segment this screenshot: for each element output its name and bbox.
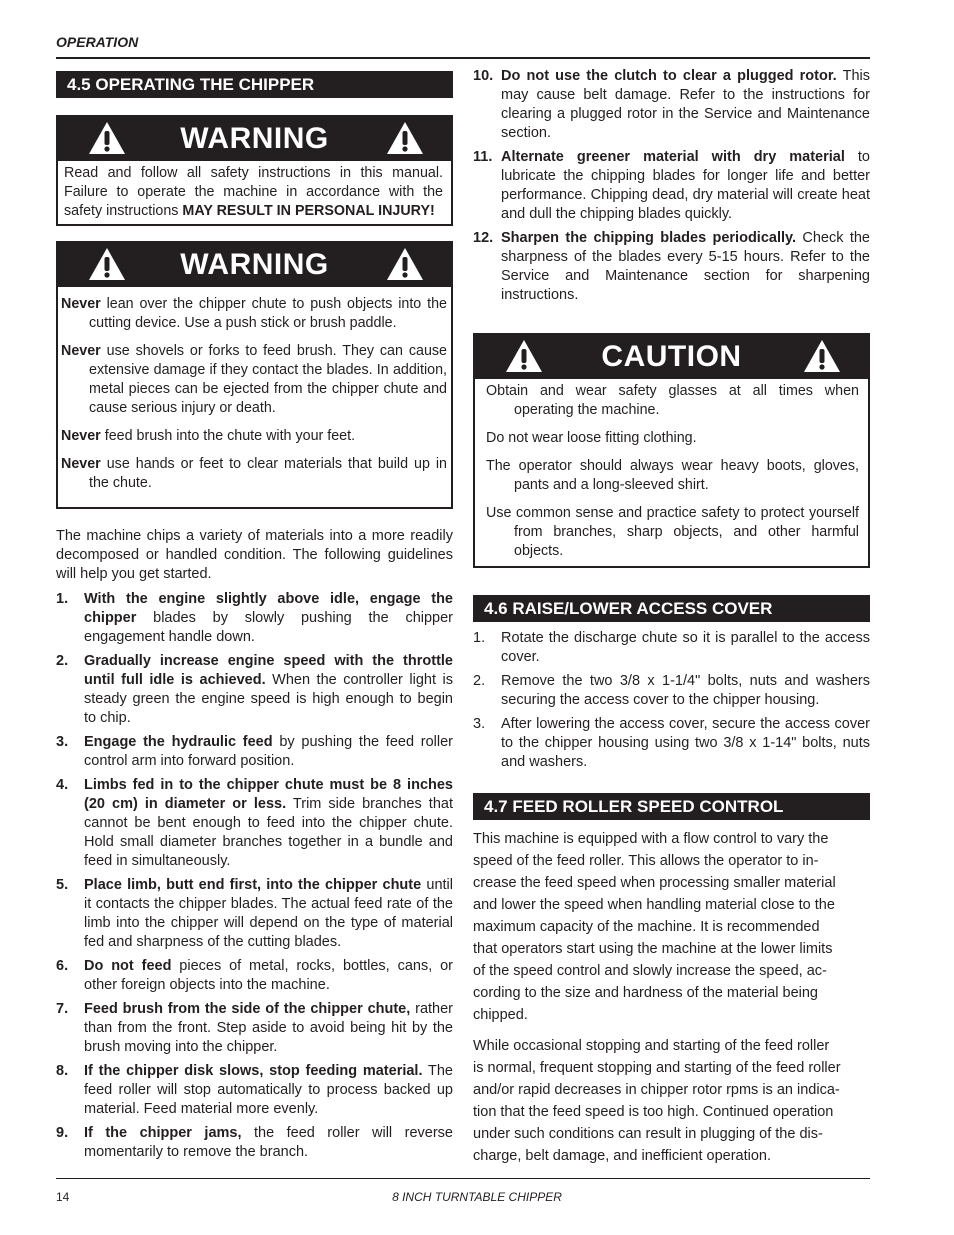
feed-roller-paragraph-1 (473, 828, 870, 1026)
list-item: 9. If the chipper jams, the feed roller will reverse momentarily to remove the branch. (56, 1125, 453, 1160)
caution-item: The operator should always wear heavy boots, gloves, pants and a long-sleeved shirt. (486, 458, 859, 493)
warning-triangle-icon (386, 121, 424, 155)
list-item: 12. Sharpen the chipping blades periodically. Check the sharpness of the blades every 5-15 hours. Refer to the Service and Maintenance section for sharpening instructions. (473, 230, 870, 303)
footer-title: 8 INCH TURNTABLE CHIPPER (392, 1190, 562, 1204)
text-line: and lower the speed when handling material close to the (473, 897, 835, 913)
list-item: 2. Remove the two 3/8 x 1-1/4" bolts, nuts and washers securing the access cover to the chipper housing. (473, 673, 870, 708)
warning-title: WARNING (180, 248, 329, 281)
warning-banner (58, 243, 451, 287)
text-line: that operators start using the machine at the lower limits (473, 941, 833, 957)
text-line: This machine is equipped with a flow control to vary the (473, 831, 829, 847)
header-rule (56, 57, 870, 59)
text-line: and/or rapid decreases in chipper rotor rpms is an indica- (473, 1082, 840, 1098)
list-item: 7. Feed brush from the side of the chipper chute, rather than from the front. Step aside to avoid being hit by the brush moving into the chipper. (56, 1001, 453, 1055)
warning-box-1 (56, 115, 453, 226)
caution-item: Obtain and wear safety glasses at all times when operating the machine. (486, 383, 859, 418)
list-item: 3. After lowering the access cover, secure the access cover to the chipper housing using two 3/8 x 1-14" bolts, nuts and washers. (473, 716, 870, 770)
warning-triangle-icon (803, 339, 841, 373)
caution-box (473, 333, 870, 568)
warning-item: Never use hands or feet to clear materials that build up in the chute. (61, 456, 447, 491)
section-heading-4-7: 4.7 FEED ROLLER SPEED CONTROL (473, 793, 870, 820)
warning-item: Never feed brush into the chute with your feet. (61, 428, 356, 444)
feed-roller-paragraph-2 (473, 1035, 870, 1167)
list-item: 6. Do not feed pieces of metal, rocks, bottles, cans, or other foreign objects into the machine. (56, 958, 453, 993)
text-line: is normal, frequent stopping and starting of the feed roller (473, 1060, 841, 1076)
warning-text: Read and follow all safety instructions in this manual. Failure to operate the machine in accordance with the safety instructions MAY RESULT IN PERSONAL INJURY! (64, 165, 443, 219)
text-line: crease the feed speed when processing smaller material (473, 875, 836, 891)
text-line: of the speed control and slowly increase the speed, ac- (473, 963, 827, 979)
intro-paragraph: The machine chips a variety of materials into a more readily decomposed or handled condition. The following guidelines will help you get started. (56, 528, 453, 582)
running-header: OPERATION (56, 34, 139, 50)
caution-item: Do not wear loose fitting clothing. (486, 430, 697, 446)
operating-steps-list-continued (473, 67, 870, 305)
text-line: tion that the feed speed is too high. Continued operation (473, 1104, 834, 1120)
text-line: under such conditions can result in plugging of the dis- (473, 1126, 823, 1142)
footer-rule (56, 1178, 870, 1179)
section-heading-4-6: 4.6 RAISE/LOWER ACCESS COVER (473, 595, 870, 622)
list-item: 2. Gradually increase engine speed with the throttle until full idle is achieved. When the controller light is steady green the engine speed is high enough to begin to chip. (56, 653, 454, 726)
text-line: While occasional stopping and starting of the feed roller (473, 1038, 830, 1054)
text-line: chipped. (473, 1007, 528, 1023)
caution-title: CAUTION (601, 340, 742, 373)
list-item: 1. Rotate the discharge chute so it is parallel to the access cover. (473, 630, 870, 665)
page-number: 14 (56, 1190, 70, 1204)
caution-item: Use common sense and practice safety to protect yourself from branches, sharp objects, and other harmful objects. (486, 505, 859, 559)
warning-box-2 (56, 241, 453, 509)
left-column (56, 64, 453, 1162)
text-line: cording to the size and hardness of the material being (473, 985, 818, 1001)
access-cover-steps (473, 629, 870, 772)
list-item: 1. With the engine slightly above idle, engage the chipper blades by slowly pushing the chipper engagement handle down. (56, 591, 453, 645)
text-line: charge, belt damage, and inefficient operation. (473, 1148, 771, 1164)
section-heading-4-5: 4.5 OPERATING THE CHIPPER (56, 71, 453, 98)
list-item: 3. Engage the hydraulic feed by pushing the feed roller control arm into forward position. (56, 734, 453, 769)
warning-triangle-icon (386, 247, 424, 281)
right-column (473, 67, 870, 1167)
warning-title: WARNING (180, 122, 329, 155)
text-line: maximum capacity of the machine. It is recommended (473, 919, 820, 935)
list-item: 4. Limbs fed in to the chipper chute must be 8 inches (20 cm) in diameter or less. Trim side branches that cannot be bent enough to feed into the chipper chute. Hold small diameter branches together in a bundle and feed in simultaneously. (56, 777, 453, 869)
warning-item: Never lean over the chipper chute to push objects into the cutting device. Use a push stick or brush paddle. (61, 296, 447, 331)
list-item: 10. Do not use the clutch to clear a plugged rotor. This may cause belt damage. Refer to the instructions for clearing a plugged rotor in the Service and Maintenance section. (473, 68, 870, 141)
operating-steps-list (56, 590, 453, 1162)
warning-item: Never use shovels or forks to feed brush. They can cause extensive damage if they contact the blades. In addition, metal pieces can be ejected from the chipper chute and cause serious injury or death. (61, 343, 447, 416)
text-line: speed of the feed roller. This allows the operator to in- (473, 853, 819, 869)
caution-banner (475, 335, 868, 379)
list-item: 5. Place limb, butt end first, into the chipper chute until it contacts the chipper blades. The actual feed rate of the limb into the chipper will depend on the type of material fed and sharpness of the cutting blades. (56, 877, 453, 950)
list-item: 11. Alternate greener material with dry material to lubricate the chipping blades for longer life and better performance. Chipping dead, dry material will create heat and dull the chipping blades quickly. (473, 149, 870, 222)
list-item: 8. If the chipper disk slows, stop feeding material. The feed roller will stop automatically to process backed up material. Feed material more evenly. (56, 1063, 453, 1117)
warning-banner (58, 117, 451, 161)
